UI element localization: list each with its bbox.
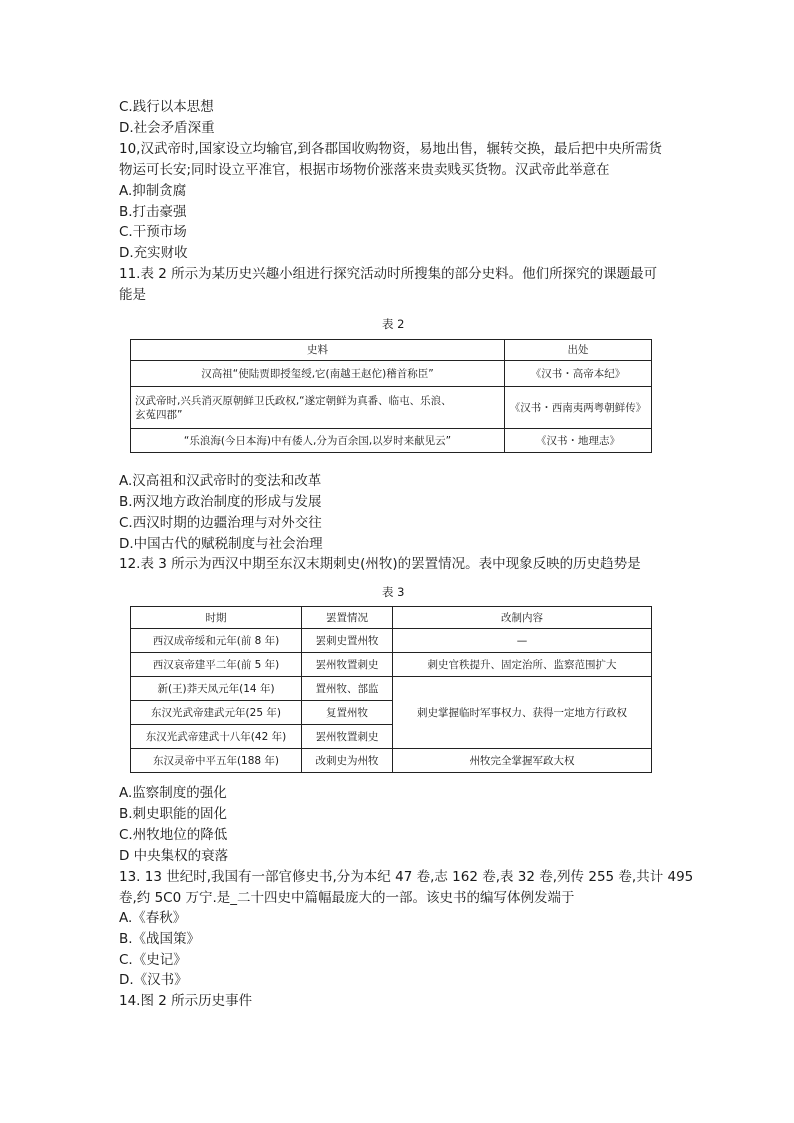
table3-header-period: 时期 [131,607,302,629]
table3-caption: 表 3 [382,585,405,599]
table2-cell-text-line2: 玄菟四郡” [135,408,183,421]
table3-cell-status: 置州牧、部监 [302,677,393,701]
table-row [131,361,652,387]
q11-stem-line2: 能是 [119,287,146,303]
table2-header-origin: 出处 [505,340,652,361]
q12-option-a: A.监察制度的强化 [119,785,227,801]
q9-option-d: D.社会矛盾深重 [119,120,215,136]
q13-option-c: C.《史记》 [119,952,187,968]
table3-cell-period: 西汉成帝绥和元年(前 8 年) [131,629,302,653]
table2-cell-origin: 《汉书・西南夷两粤朝鲜传》 [505,387,652,429]
table2-caption: 表 2 [382,317,405,331]
table-row [131,677,652,701]
table-row [131,629,652,653]
table2-header-source-text: 史料 [131,340,505,361]
q13-option-a: A.《春秋》 [119,910,187,926]
table3-cell-reform-merged: 刺史掌握临时军事权力、获得一定地方行政权 [393,677,652,749]
table3 [130,606,652,773]
table3-cell-status: 罢州牧置刺史 [302,725,393,749]
q11-option-b: B.两汉地方政治制度的形成与发展 [119,494,322,510]
q10-option-d: D.充实财收 [119,245,188,261]
table3-cell-status: 改刺史为州牧 [302,749,393,773]
q13-stem-line1: 13. 13 世纪时,我国有一部官修史书,分为本纪 47 卷,志 162 卷,表 32 卷,列传 255 卷,共计 495 [119,869,694,885]
table2-cell-text [131,387,505,429]
table3-cell-status: 复置州牧 [302,701,393,725]
q10-option-b: B.打击豪强 [119,204,187,220]
q11-option-a: A.汉高祖和汉武帝时的变法和改革 [119,473,322,489]
table3-cell-period: 新(王)莽天凤元年(14 年) [131,677,302,701]
q13-option-b: B.《战国策》 [119,931,201,947]
q10-option-a: A.抑制贪腐 [119,183,187,199]
q12-stem: 12.表 3 所示为西汉中期至东汉末期刺史(州牧)的罢置情况。表中现象反映的历史趋势是 [119,556,641,572]
q10-stem-line2: 物运可长安;同时设立平准官，根据市场物价涨落来贵卖贱买货物。汉武帝此举意在 [119,162,610,178]
q12-option-d: D 中央集权的衰落 [119,848,229,864]
table3-cell-reform: 刺史官秩提升、固定治所、监察范围扩大 [393,653,652,677]
q11-stem-line1: 11.表 2 所示为某历史兴趣小组进行探究活动时所搜集的部分史料。他们所探究的课题最可 [119,266,658,282]
table2-header-row [131,340,652,361]
table3-cell-status: 罢州牧置刺史 [302,653,393,677]
table3-header-status: 罢置情况 [302,607,393,629]
table-row [131,653,652,677]
q9-option-c: C.践行以本思想 [119,99,214,115]
q11-option-d: D.中国古代的赋税制度与社会治理 [119,536,323,552]
table3-cell-period: 东汉灵帝中平五年(188 年) [131,749,302,773]
table3-cell-reform: 州牧完全掌握军政大权 [393,749,652,773]
q13-option-d: D.《汉书》 [119,972,188,988]
table3-header-row [131,607,652,629]
q13-stem-line2: 卷,约 5C0 万宁.是_二十四史中篇幅最庞大的一部。该史书的编写体例发端于 [119,890,575,906]
table2-cell-text-line1: 汉武帝时,兴兵消灭原朝鲜卫氏政权,“遂定朝鲜为真番、临屯、乐浪、 [135,394,452,407]
table-row [131,429,652,453]
table2 [130,339,652,453]
table-row [131,387,652,429]
q10-option-c: C.干预市场 [119,224,187,240]
table2-cell-origin: 《汉书・高帝本纪》 [505,361,652,387]
table2-cell-text: “乐浪海(今日本海)中有倭人,分为百余国,以岁时来献见云” [131,429,505,453]
table3-cell-period: 西汉哀帝建平二年(前 5 年) [131,653,302,677]
q11-option-c: C.西汉时期的边疆治理与对外交往 [119,515,322,531]
q10-stem-line1: 10,汉武帝时,国家设立均输官,到各郡国收购物资，易地出售，辗转交换，最后把中央所需货 [119,141,663,157]
q12-option-c: C.州牧地位的降低 [119,827,228,843]
table3-header-reform: 改制内容 [393,607,652,629]
table2-cell-text: 汉高祖“使陆贾即授玺绶,它(南越王赵佗)稽首称臣” [131,361,505,387]
q12-option-b: B.刺史职能的固化 [119,806,228,822]
table3-cell-reform: — [393,629,652,653]
table3-cell-period: 东汉光武帝建武十八年(42 年) [131,725,302,749]
q14-stem: 14.图 2 所示历史事件 [119,993,253,1009]
table2-cell-origin: 《汉书・地理志》 [505,429,652,453]
table3-cell-status: 罢刺史置州牧 [302,629,393,653]
table3-cell-period: 东汉光武帝建武元年(25 年) [131,701,302,725]
table-row [131,749,652,773]
